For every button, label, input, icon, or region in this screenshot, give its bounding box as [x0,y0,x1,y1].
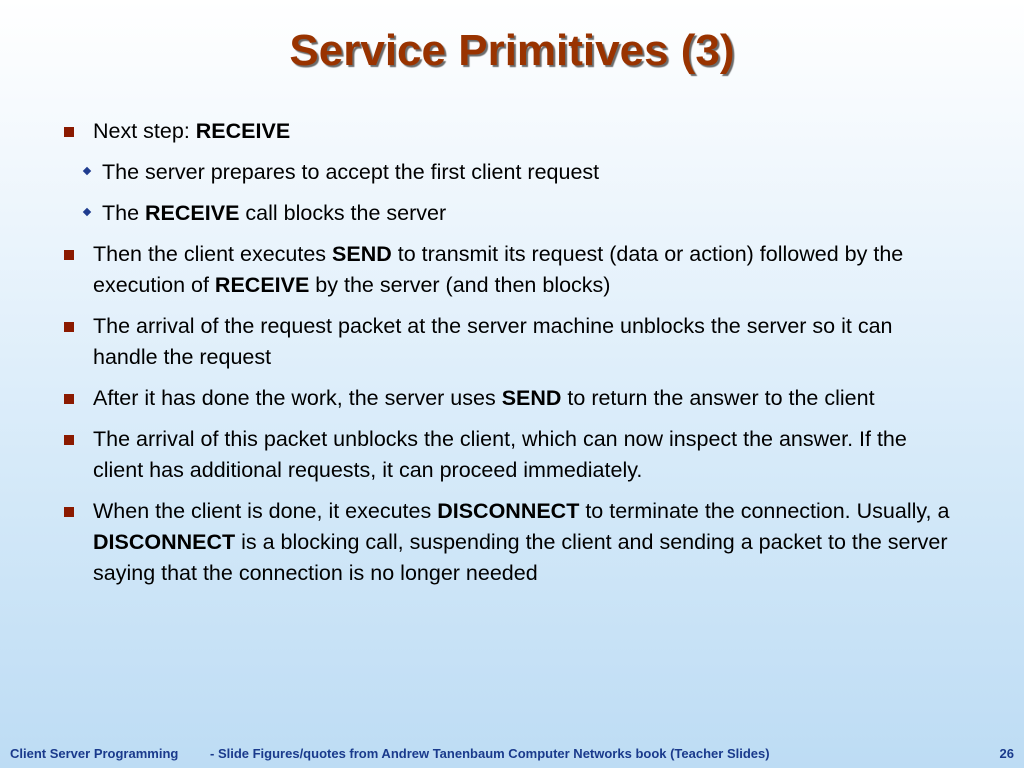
bold-keyword: SEND [332,242,392,266]
diamond-bullet-icon [83,167,91,175]
bold-keyword: DISCONNECT [437,499,580,523]
text-run: to transmit its request (data or action) followed by the execution of [93,242,904,297]
text-run: is a blocking call, suspending the client and sending a packet to the server saying that the connection is no longer needed [93,530,948,585]
bullet-text [93,242,903,297]
bullet-item [62,496,962,589]
bullet-text [93,499,949,585]
text-run: When the client is done, it executes [93,499,438,523]
sub-bullet-item [62,157,962,188]
square-bullet-icon [64,322,74,332]
slide-footer [0,744,1024,764]
slide-title: Service Primitives (3) [289,26,735,75]
bullet-text [93,119,290,143]
slide-content [62,116,962,599]
text-run: call blocks the server [239,201,447,225]
bullet-item [62,424,962,486]
text-run: Then the client executes [93,242,333,266]
text-run: to return the answer to the client [561,386,875,410]
square-bullet-icon [64,127,74,137]
text-run: The arrival of this packet unblocks the client, which can now inspect the answer. If the client has additional requests, it can proceed immediately. [93,427,907,482]
bullet-text [102,160,599,184]
text-run: After it has done the work, the server uses [93,386,502,410]
square-bullet-icon [64,250,74,260]
bold-keyword: DISCONNECT [93,530,236,554]
bullet-item [62,383,962,414]
bold-keyword: RECEIVE [214,273,310,297]
diamond-bullet-icon [83,208,91,216]
text-run: to terminate the connection. Usually, a [579,499,950,523]
text-run: Next step: [93,119,196,143]
text-run: by the server (and then blocks) [309,273,611,297]
square-bullet-icon [64,435,74,445]
square-bullet-icon [64,394,74,404]
bullet-item [62,239,962,301]
bold-keyword: RECEIVE [195,119,291,143]
bold-keyword: RECEIVE [145,201,240,225]
footer-course-label: Client Server Programming [10,746,179,761]
bullet-item [62,311,962,373]
text-run: The server prepares to accept the first client request [102,160,600,184]
sub-bullet-item [62,198,962,229]
footer-source-note: - Slide Figures/quotes from Andrew Tanenbaum Computer Networks book (Teacher Slides) [210,746,770,761]
bullet-item [62,116,962,147]
slide-number: 26 [999,746,1014,761]
bullet-text [93,314,892,369]
bullet-text [93,427,907,482]
bullet-text [102,201,446,225]
text-run: The arrival of the request packet at the server machine unblocks the server so it can handle the request [93,314,893,369]
bullet-text [93,386,875,410]
square-bullet-icon [64,507,74,517]
bold-keyword: SEND [501,386,562,410]
text-run: The [102,201,146,225]
